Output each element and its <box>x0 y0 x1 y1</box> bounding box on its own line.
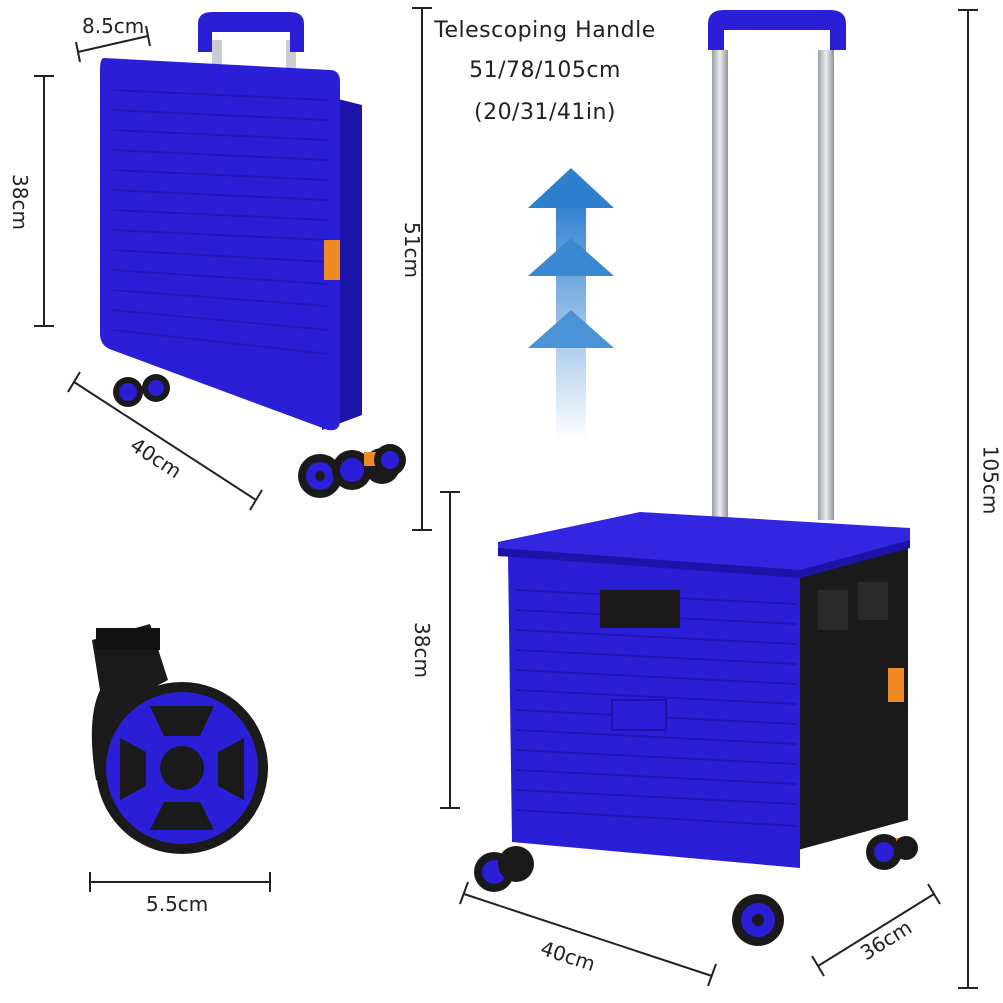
cart-width-label: 36cm <box>855 915 917 965</box>
heading-line-1: Telescoping Handle <box>434 18 656 43</box>
wheel-diameter-label: 5.5cm <box>146 892 209 916</box>
handle-right-rod <box>818 50 834 520</box>
wheel-dimension-line <box>90 872 270 892</box>
folded-strap <box>324 240 340 280</box>
wheel-detail <box>92 624 268 854</box>
cart-strap <box>888 668 904 702</box>
folded-cart <box>100 12 406 498</box>
length-dim-line <box>74 382 256 500</box>
depth-dim-line <box>78 36 148 52</box>
up-arrows <box>528 168 614 440</box>
folded-front-panel <box>100 58 340 430</box>
heading-line-2: 51/78/105cm <box>469 58 621 83</box>
folded-length-label: 40cm <box>125 432 186 484</box>
full-cart <box>474 10 918 946</box>
heading-line-3: (20/31/41in) <box>473 100 617 125</box>
folded-width-label: 38cm <box>7 174 32 230</box>
folded-height-label: 51cm <box>399 222 424 278</box>
wheel-hub <box>160 746 204 790</box>
box-height-label: 38cm <box>409 622 434 678</box>
total-height-label: 105cm <box>978 445 1003 515</box>
handle-grip <box>708 10 846 50</box>
folded-depth-label: 8.5cm <box>82 14 145 38</box>
cart-length-label: 40cm <box>537 935 599 977</box>
handle-left-rod <box>712 50 728 520</box>
cart-hand-hole <box>600 590 680 628</box>
